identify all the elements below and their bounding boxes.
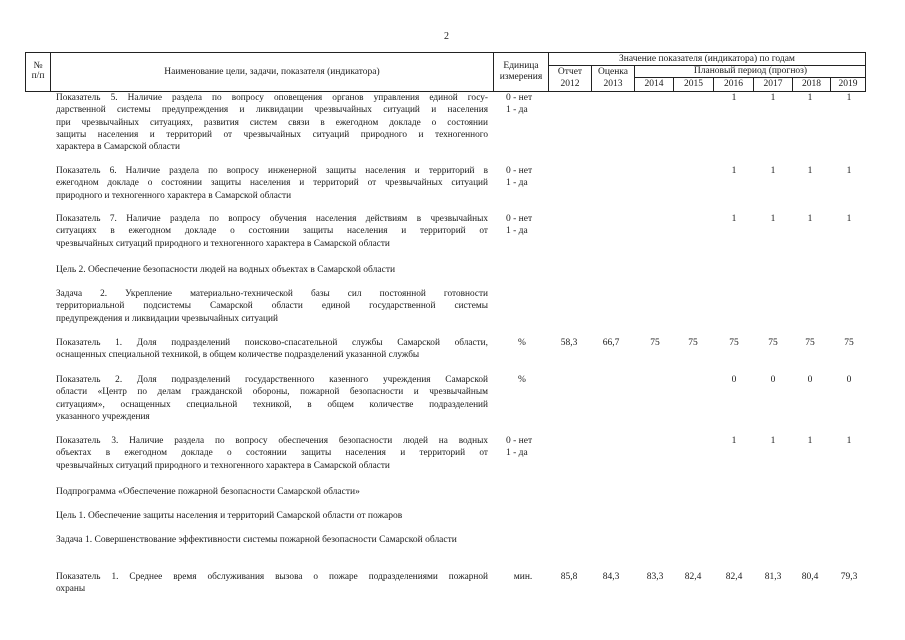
value-2019: 1	[846, 93, 852, 103]
header-year-2015: 2015	[684, 79, 703, 89]
indicator-text: Показатель 1. Среднее время обслуживания вызова о пожаре подразделениями пожарной охраны	[56, 572, 488, 595]
value-2019: 1	[846, 214, 852, 224]
value-2016: 75	[729, 338, 739, 348]
value-2017: 1	[770, 436, 776, 446]
header-year-2019: 2019	[838, 79, 858, 89]
header-name: Наименование цели, задачи, показателя (индикатора)	[164, 67, 380, 77]
goal-heading: Цель 2. Обеспечение безопасности людей на водных объектах в Самарской области	[56, 265, 396, 275]
subprogram-heading: Подпрограмма «Обеспечение пожарной безопасности Самарской области»	[56, 487, 360, 497]
header-num-line2: п/п	[31, 71, 45, 81]
value-2012: 58,3	[560, 338, 578, 348]
value-2016: 0	[731, 375, 737, 385]
value-2019: 79,3	[840, 572, 858, 582]
value-2014: 75	[650, 338, 660, 348]
value-2016: 82,4	[725, 572, 743, 582]
value-2018: 1	[807, 93, 813, 103]
value-2019: 1	[846, 166, 852, 176]
header-year-2013: 2013	[603, 79, 623, 89]
header-top-rule	[25, 52, 866, 53]
header-estimate: Оценка	[598, 67, 628, 77]
value-2018: 1	[807, 214, 813, 224]
value-2019: 75	[844, 338, 854, 348]
indicator-text: Показатель 2. Доля подразделений государственного казенного учреждения Самарской области «Центр по делам гражданской обороны, пожарной безопасности и чрезвычайным ситуациям», оснащенных специальной техникой, в общем количестве подразделений указанного учреждения	[56, 375, 488, 422]
value-2017: 0	[770, 375, 776, 385]
value-2016: 1	[731, 214, 737, 224]
value-2018: 75	[805, 338, 815, 348]
indicator-text: Показатель 3. Наличие раздела по вопросу обеспечения безопасности людей на водных объектах в ежегодном докладе о состоянии защиты населения и территорий от чрезвычайных ситуаций природного и техногенного характера в Самарской области	[56, 436, 488, 471]
value-2017: 81,3	[764, 572, 782, 582]
unit-cell: %	[518, 338, 526, 348]
unit-cell: 0 - нет 1 - да	[506, 214, 533, 237]
page-number: 2	[444, 31, 449, 42]
unit-cell: %	[518, 375, 526, 385]
value-2016: 1	[731, 166, 737, 176]
value-2017: 1	[770, 93, 776, 103]
header-unit-line1: Единица	[503, 61, 539, 71]
value-2019: 0	[846, 375, 852, 385]
value-2018: 0	[807, 375, 813, 385]
indicator-text: Показатель 6. Наличие раздела по вопросу инженерной защиты населения и территорий в ежегодном докладе о состоянии защиты населения и территорий от чрезвычайных ситуаций природного и техногенного характера в Самарской области	[56, 166, 488, 201]
value-2018: 1	[807, 436, 813, 446]
value-2017: 1	[770, 166, 776, 176]
value-2018: 80,4	[801, 572, 819, 582]
header-years-rule	[634, 77, 866, 78]
task-heading: Задача 1. Совершенствование эффективности системы пожарной безопасности Самарской области	[56, 535, 457, 545]
goal-heading: Цель 1. Обеспечение защиты населения и территорий Самарской области от пожаров	[56, 511, 403, 521]
header-plan: Плановый период (прогноз)	[693, 66, 808, 76]
value-2014: 83,3	[646, 572, 664, 582]
value-2013: 66,7	[602, 338, 620, 348]
header-values-title: Значение показателя (индикатора) по годам	[619, 54, 795, 64]
value-2013: 84,3	[602, 572, 620, 582]
header-year-2014: 2014	[644, 79, 664, 89]
header-unit-line2: измерения	[499, 72, 543, 82]
value-2017: 75	[768, 338, 778, 348]
unit-cell: мин.	[513, 572, 533, 582]
unit-cell: 0 - нет 1 - да	[506, 166, 533, 189]
indicator-text: Показатель 7. Наличие раздела по вопросу обучения населения действиям в чрезвычайных ситуациях в ежегодном докладе о состоянии защиты населения и территорий от чрезвычайных ситуаций природного и техногенного характера в Самарской области	[56, 214, 488, 249]
indicator-text: Показатель 1. Доля подразделений поисково-спасательной службы Самарской области, оснащенных специальной техникой, в общем количестве подразделений указанной службы	[56, 338, 488, 361]
header-year-2012: 2012	[560, 79, 580, 89]
value-2018: 1	[807, 166, 813, 176]
header-year-2017: 2017	[763, 79, 783, 89]
indicator-text: Показатель 5. Наличие раздела по вопросу оповещения органов управления единой госу- дарственной системы предупреждения и ликвидации чрезвычайных ситуаций и населения при чрезвычайных ситуациях, развития систем связи в ежегодном докладе о состоянии защиты населения и территорий от чрезвычайных ситуаций природного и техногенного характера в Самарской области	[56, 93, 488, 153]
header-year-2016: 2016	[724, 79, 743, 89]
unit-cell: 0 - нет 1 - да	[506, 436, 533, 459]
header-num-line1: №	[33, 61, 43, 71]
header-report: Отчет	[557, 67, 583, 77]
unit-cell: 0 - нет 1 - да	[506, 93, 533, 116]
value-2016: 1	[731, 436, 737, 446]
value-2016: 1	[731, 93, 737, 103]
header-year-2018: 2018	[802, 79, 821, 89]
value-2015: 82,4	[684, 572, 702, 582]
value-2019: 1	[846, 436, 852, 446]
task-text: Задача 2. Укрепление материально-технической базы сил постоянной готовности территориальной подсистемы Самарской области единой государственной системы предупреждения и ликвидации чрезвычайных ситуаций	[56, 289, 488, 324]
value-2012: 85,8	[560, 572, 578, 582]
value-2017: 1	[770, 214, 776, 224]
value-2015: 75	[688, 338, 698, 348]
